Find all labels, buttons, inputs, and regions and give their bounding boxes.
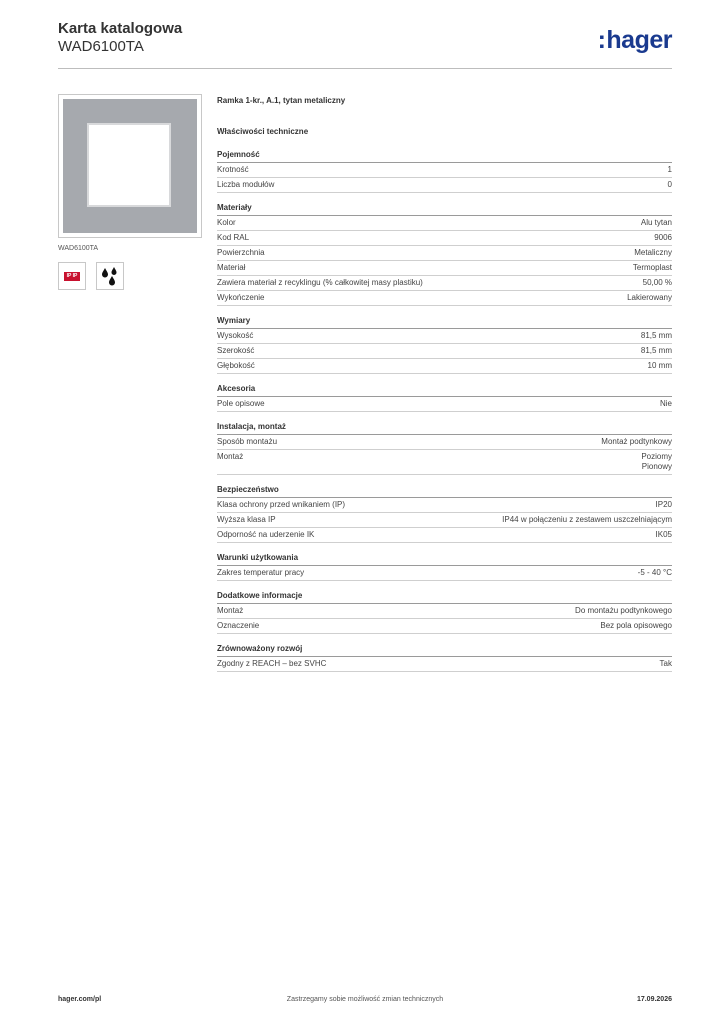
spec-value-line: Montaż podtynkowy — [601, 437, 672, 446]
spec-label: Odporność na uderzenie IK — [217, 530, 315, 539]
spec-row — [217, 498, 672, 513]
spec-row — [217, 261, 672, 276]
spec-row — [217, 566, 672, 581]
spec-label: Montaż — [217, 606, 244, 615]
spec-value-line: 81,5 mm — [640, 346, 672, 355]
product-image — [58, 94, 202, 238]
spec-value-line: Termoplast — [632, 263, 672, 272]
spec-value-line: IP20 — [655, 500, 672, 509]
spec-label: Liczba modułów — [217, 180, 275, 189]
spec-value-line: Pionowy — [641, 462, 672, 471]
spec-label: Wyższa klasa IP — [217, 515, 276, 524]
spec-label: Sposób montażu — [217, 437, 278, 446]
spec-label: Klasa ochrony przed wnikaniem (IP) — [217, 500, 346, 509]
spec-value — [575, 606, 672, 616]
spec-value-line: Do montażu podtynkowego — [575, 606, 672, 615]
product-name: Ramka 1-kr., A.1, tytan metaliczny — [217, 96, 346, 105]
spec-label: Kod RAL — [217, 233, 250, 242]
footer-date: 17.09.2026 — [636, 996, 672, 1003]
spec-value — [660, 399, 672, 409]
spec-label: Oznaczenie — [217, 621, 260, 630]
spec-label: Zakres temperatur pracy — [217, 568, 305, 577]
spec-row — [217, 359, 672, 374]
spec-value — [641, 346, 672, 356]
spec-value-line: Metaliczny — [634, 248, 672, 257]
spec-value — [600, 621, 672, 631]
spec-section — [217, 384, 672, 412]
spec-row — [217, 291, 672, 306]
spec-value-line: 0 — [667, 180, 672, 189]
header-divider — [58, 68, 672, 69]
spec-value-line: Poziomy — [641, 452, 672, 461]
spec-value-line: 50,00 % — [642, 278, 672, 287]
spec-value-line: 9006 — [654, 233, 672, 242]
spec-value — [601, 437, 672, 447]
section-heading: Zrównoważony rozwój — [217, 644, 672, 657]
spec-value-line: -5 - 40 °C — [637, 568, 672, 577]
spec-row — [217, 276, 672, 291]
spec-label: Szerokość — [217, 346, 255, 355]
spec-row — [217, 657, 672, 672]
spec-row — [217, 178, 672, 193]
spec-section — [217, 422, 672, 475]
spec-section — [217, 316, 672, 374]
spec-value-line: 81,5 mm — [640, 331, 672, 340]
spec-value — [627, 293, 672, 303]
ip-rating-icon: IP IP — [64, 272, 80, 281]
spec-label: Zawiera materiał z recyklingu (% całkowitej masy plastiku) — [217, 278, 423, 287]
spec-value-line: Tak — [659, 659, 672, 668]
spec-row — [217, 163, 672, 178]
spec-label: Krotność — [217, 165, 249, 174]
spec-value-line: Lakierowany — [627, 293, 672, 302]
spec-value — [643, 278, 672, 288]
product-details — [217, 96, 672, 682]
spec-row — [217, 216, 672, 231]
spec-value — [641, 452, 672, 472]
footer-disclaimer: Zastrzegamy sobie możliwość zmian technicznych — [286, 996, 444, 1003]
spec-value — [638, 568, 672, 578]
spec-section — [217, 150, 672, 193]
spec-row — [217, 619, 672, 634]
water-drops-badge — [96, 262, 124, 290]
spec-row — [217, 344, 672, 359]
spec-value — [641, 218, 672, 228]
page-title: Karta katalogowa — [58, 20, 183, 37]
spec-label: Głębokość — [217, 361, 255, 370]
spec-value — [656, 500, 672, 510]
ip-rating-badge — [58, 262, 86, 290]
product-sidebar — [58, 94, 202, 290]
spec-value — [634, 248, 672, 258]
spec-label: Montaż — [217, 452, 244, 461]
spec-row — [217, 513, 672, 528]
spec-section — [217, 203, 672, 306]
frame-opening — [87, 123, 171, 207]
section-heading: Warunki użytkowania — [217, 553, 672, 566]
section-heading: Wymiary — [217, 316, 672, 329]
frame-body — [63, 99, 197, 233]
spec-value — [648, 361, 672, 371]
spec-section — [217, 553, 672, 581]
section-heading: Dodatkowe informacje — [217, 591, 672, 604]
spec-value — [668, 165, 672, 175]
spec-label: Pole opisowe — [217, 399, 265, 408]
spec-label: Kolor — [217, 218, 236, 227]
spec-value-line: IP44 w połączeniu z zestawem uszczelniającym — [502, 515, 672, 524]
spec-section — [217, 485, 672, 543]
spec-value — [654, 233, 672, 243]
spec-value-line: IK05 — [655, 530, 672, 539]
spec-value — [656, 530, 672, 540]
section-heading: Instalacja, montaż — [217, 422, 672, 435]
spec-sections — [217, 150, 672, 672]
spec-value — [660, 659, 672, 669]
spec-value — [633, 263, 672, 273]
spec-label: Powierzchnia — [217, 248, 265, 257]
section-heading: Akcesoria — [217, 384, 672, 397]
spec-value-line: 1 — [667, 165, 672, 174]
spec-row — [217, 329, 672, 344]
water-drops-icon — [100, 266, 120, 286]
section-heading: Bezpieczeństwo — [217, 485, 672, 498]
spec-row — [217, 450, 672, 475]
spec-label: Zgodny z REACH – bez SVHC — [217, 659, 327, 668]
spec-row — [217, 231, 672, 246]
section-heading: Materiały — [217, 203, 672, 216]
spec-value-line: Alu tytan — [640, 218, 672, 227]
spec-value — [502, 515, 672, 525]
product-ref: WAD6100TA — [58, 245, 99, 252]
hager-logo[interactable]: :hager — [597, 26, 672, 54]
spec-value-line: Nie — [659, 399, 672, 408]
spec-section — [217, 591, 672, 634]
page-header — [58, 20, 672, 68]
section-heading: Pojemność — [217, 150, 672, 163]
footer-website-link[interactable]: hager.com/pl — [58, 996, 102, 1003]
product-code: WAD6100TA — [58, 38, 144, 55]
spec-value — [668, 180, 672, 190]
spec-row — [217, 435, 672, 450]
spec-label: Wysokość — [217, 331, 254, 340]
spec-section — [217, 644, 672, 672]
spec-value — [641, 331, 672, 341]
feature-badges — [58, 262, 202, 290]
spec-row — [217, 604, 672, 619]
spec-row — [217, 246, 672, 261]
spec-value-line: Bez pola opisowego — [600, 621, 672, 630]
spec-value-line: 10 mm — [647, 361, 672, 370]
spec-row — [217, 528, 672, 543]
spec-label: Materiał — [217, 263, 246, 272]
spec-row — [217, 397, 672, 412]
tech-properties-title: Właściwości techniczne — [217, 127, 309, 136]
spec-label: Wykończenie — [217, 293, 265, 302]
